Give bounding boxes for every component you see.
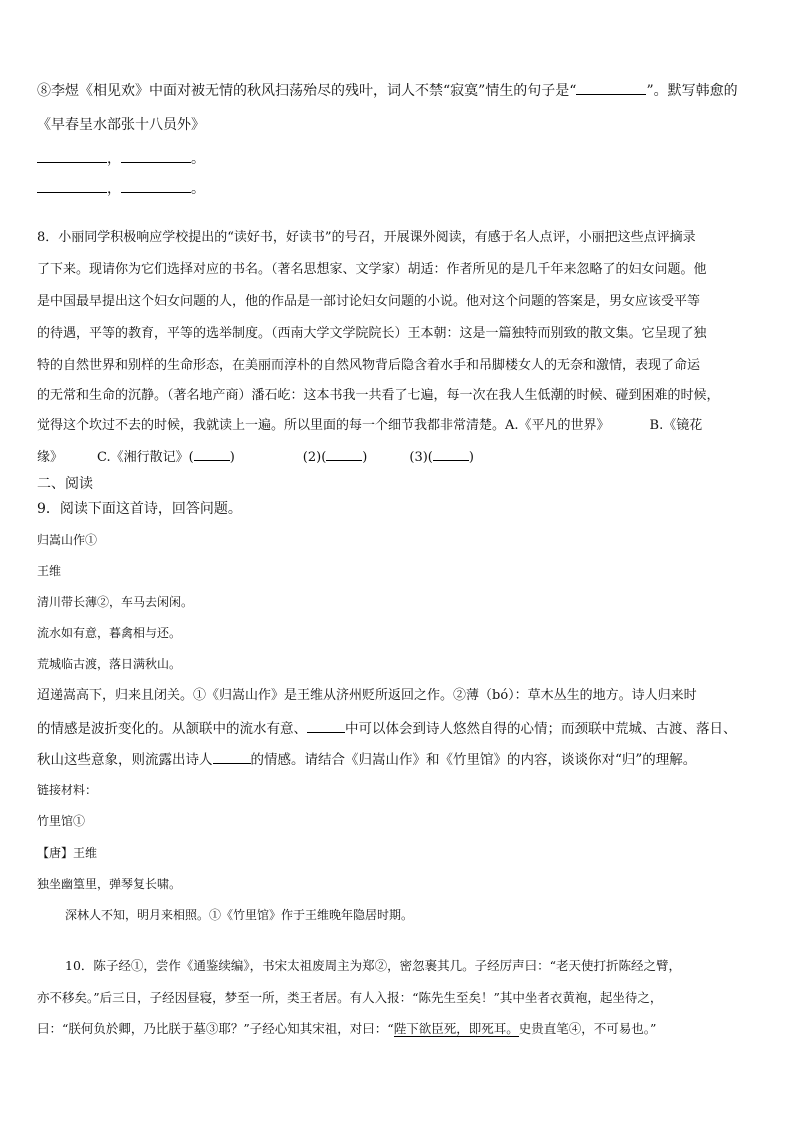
q9-prompt: 9．阅读下面这首诗，回答问题。	[37, 501, 242, 517]
answer-blank[interactable]	[576, 80, 646, 95]
answer-blank[interactable]	[121, 178, 191, 193]
answer-blank[interactable]	[307, 718, 345, 733]
q8-line: 的待遇，平等的教育，平等的选举制度。（西南大学文学院院长）王本朝：这是一篇独特而别致的散文集。它呈现了独	[37, 326, 707, 341]
q9-question-line	[37, 749, 696, 770]
answer-blank[interactable]	[213, 749, 251, 764]
q7-blank-row-2	[37, 178, 205, 199]
paren-close: )	[362, 450, 368, 465]
answer-blank-3[interactable]	[433, 446, 469, 461]
answer-blank[interactable]	[121, 148, 191, 163]
q9-question-line	[37, 718, 737, 739]
q10-text: 曰：“朕何负於卿，乃比朕于墓③耶？”子经心知其宋祖，对曰：“	[37, 1021, 394, 1036]
q8-answers	[37, 446, 474, 468]
q10-line	[37, 1019, 656, 1039]
comma: ，	[107, 151, 121, 167]
option-b: B.《镜花	[649, 418, 703, 433]
poem2-title: 竹里馆①	[37, 814, 86, 828]
q7-item8-title: 《早春呈水部张十八员外》	[37, 117, 205, 133]
q9-question-text: 的情感是波折变化的。从颔联中的流水有意、	[37, 721, 307, 737]
link-label: 链接材料：	[37, 783, 98, 797]
poem2-line: 独坐幽篁里，弹琴复长啸。	[37, 877, 182, 891]
poem-author: 王维	[37, 564, 62, 578]
poem-title: 归嵩山作①	[37, 533, 98, 547]
period: 。	[191, 181, 205, 197]
poem2-author: 【唐】王维	[37, 846, 98, 860]
q10-text: 史贵直笔④，不可易也。”	[518, 1021, 657, 1036]
q9-question-text: 秋山这些意象，则流露出诗人	[37, 752, 213, 768]
q7-item8	[37, 80, 738, 101]
poem-line: 荒城临古渡，落日满秋山。	[37, 657, 182, 671]
poem-line: 流水如有意，暮禽相与还。	[37, 626, 182, 640]
answer-blank[interactable]	[37, 148, 107, 163]
q8-line-7	[37, 416, 702, 436]
q8-line: 特的自然世界和别样的生命形态，在美丽而淳朴的自然风物背后隐含着水手和吊脚楼女人的无奈和激情，表现了命运	[37, 358, 701, 373]
q7-blank-row-1	[37, 148, 205, 169]
paren-close: )	[229, 450, 235, 465]
q8-line-7-text: 觉得这个坎过不去的时候，我就读上一遍。所以里面的每一个细节我都非常清楚。A.《平凡的世界》	[37, 418, 610, 433]
answer-blank-2[interactable]	[326, 446, 362, 461]
q10-line: 亦不移矣。”后三日，子经因昼寝，梦至一所，类王者居。有人入报：“陈先生至矣！”其中坐者衣黄袍，起坐待之，	[37, 990, 663, 1005]
period: 。	[191, 151, 205, 167]
poem-line: 清川带长薄②，车马去闲闲。	[37, 595, 194, 609]
answer-blank-1[interactable]	[194, 446, 230, 461]
paren-close: )	[468, 450, 474, 465]
q8-line: 是中国最早提出这个妇女问题的人，他的作品是一部讨论妇女问题的小说。他对这个问题的答案是，男女应该受平等	[37, 294, 701, 309]
q9-question-text: 中可以体会到诗人悠然自得的心情；而颈联中荒城、古渡、落日、	[345, 721, 737, 737]
comma: ，	[107, 181, 121, 197]
option-c: C.《湘行散记》(	[97, 450, 194, 465]
q10-line: 10．陈子经①，尝作《通鉴续编》，书宋太祖废周主为郑②，密忽裹其几。子经厉声曰：“老天使打折陈经之臂，	[65, 958, 682, 973]
q7-item8-text-pre: ⑧李煜《相见欢》中面对被无情的秋风扫荡殆尽的残叶，词人不禁“寂寞”情生的句子是“	[37, 83, 577, 99]
q7-item8-text-post: ”。默写韩愈的	[646, 83, 738, 99]
q9-note-line: 迢递嵩高下，归来且闭关。①《归嵩山作》是王维从济州贬所返回之作。②薄（bó）：草木丛生的地方。诗人归来时	[37, 688, 697, 703]
answer-blank[interactable]	[37, 178, 107, 193]
q8-line: 8．小丽同学积极响应学校提出的“读好书，好读书”的号召，开展课外阅读，有感于名人点评，小丽把这些点评摘录	[37, 230, 696, 245]
poem2-line: 深林人不知，明月来相照。①《竹里馆》作于王维晚年隐居时期。	[65, 908, 414, 922]
q8-line: 的无常和生命的沉静。（著名地产商）潘石屹：这本书我一共看了七遍，每一次在我人生低潮的时候、碰到困难的时候，	[37, 388, 720, 403]
answer-2-label: (2)(	[302, 450, 327, 465]
section-heading: 二、阅读	[37, 476, 93, 492]
q9-question-text: 的情感。请结合《归嵩山作》和《竹里馆》的内容，谈谈你对“归”的理解。	[250, 752, 697, 768]
option-b-tail: 缘》	[37, 450, 64, 465]
underlined-sentence: 陛下欲臣死，即死耳。	[393, 1021, 519, 1036]
answer-3-label: (3)(	[409, 450, 433, 465]
q8-line: 了下来。现请你为它们选择对应的书名。（著名思想家、文学家）胡适：作者所见的是几千年来忽略了的妇女问题。他	[37, 262, 707, 277]
